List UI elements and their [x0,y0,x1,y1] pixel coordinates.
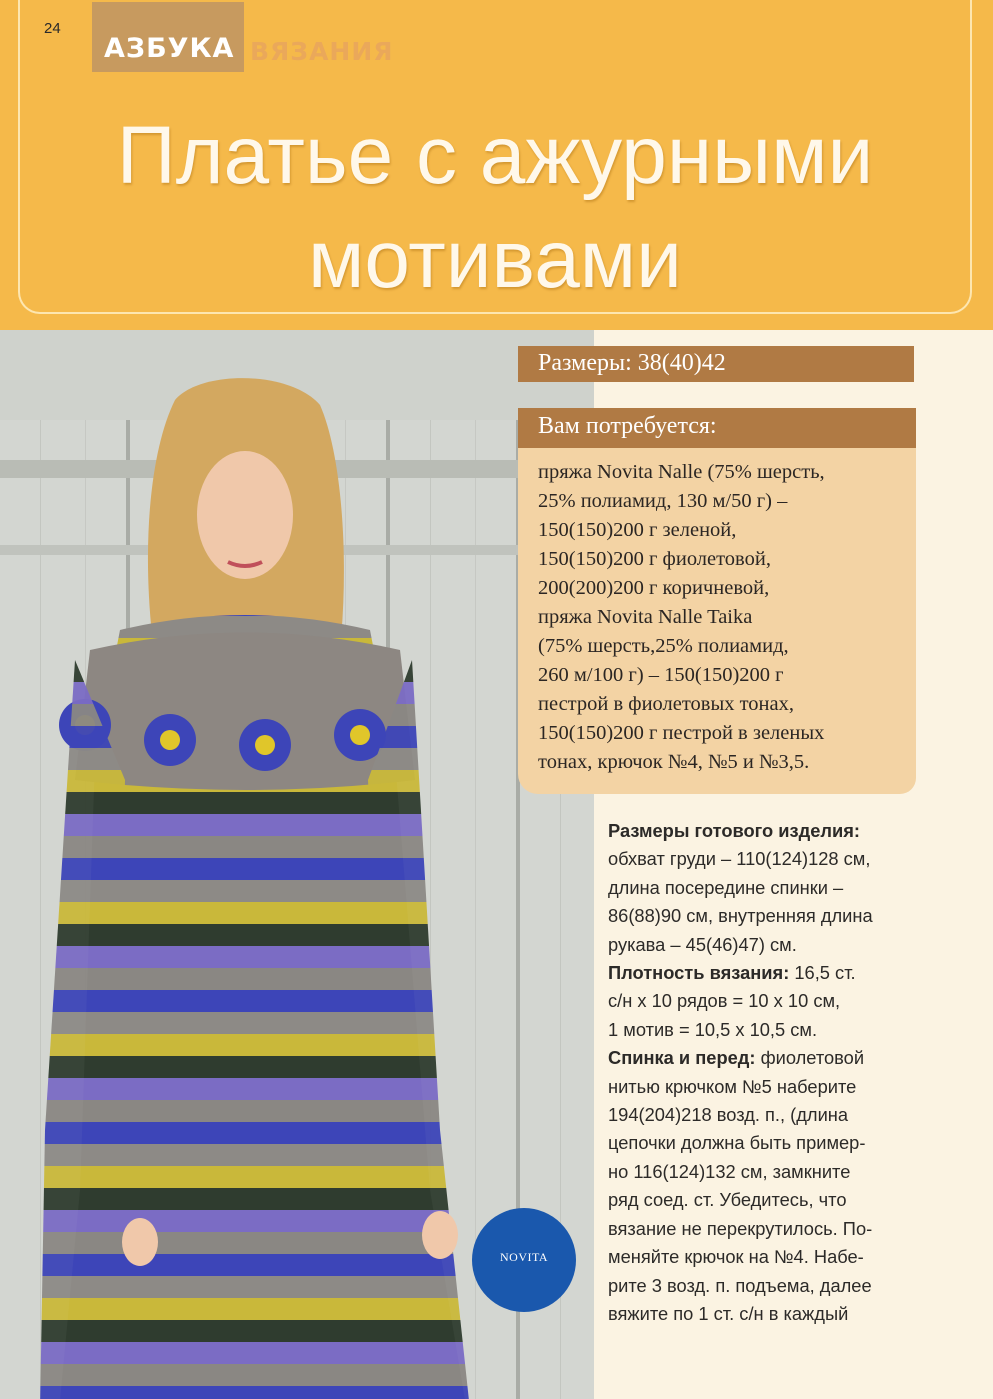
section-kicker-main: АЗБУКА [104,33,235,64]
materials-line: 150(150)200 г зеленой, [538,519,737,541]
section-kicker-sub: ВЯЗАНИЯ [250,37,394,66]
materials-line: тонах, крючок №4, №5 и №3,5. [538,751,810,773]
body-line: 1 мотив = 10,5 х 10,5 см. [608,1018,818,1040]
back-front-heading: Спинка и перед: [608,1047,756,1069]
body-line: обхват груди – 110(124)128 см, [608,848,871,870]
materials-line: 25% полиамид, 130 м/50 г) – [538,490,788,512]
page-number: 24 [44,20,61,37]
body-line: вяжите по 1 ст. с/н в каждый [608,1302,849,1324]
page-title [20,104,970,312]
title-line-1: Платье с ажурными [116,110,874,201]
body-line: длина посередине спинки – [608,876,844,898]
novita-logo-text: NOVITA [499,1250,549,1264]
finished-sizes-heading: Размеры готового изделия: [608,820,860,841]
title-line-2: мотивами [308,214,682,305]
body-line: с/н х 10 рядов = 10 х 10 см, [608,990,841,1012]
materials-line: 200(200)200 г коричневой, [538,577,770,599]
body-line: 194(204)218 возд. п., (длина [608,1104,849,1126]
sizes-tag: Размеры: 38(40)42 [538,350,726,376]
materials-line: 260 м/100 г) – 150(150)200 г [538,664,784,686]
instructions-text [608,817,918,1328]
body-line: рукава – 45(46)47) см. [608,933,797,955]
materials-line: (75% шерсть,25% полиамид, [538,635,789,657]
body-line: рите 3 возд. п. подъема, далее [608,1274,872,1296]
body-line: 16,5 ст. [794,962,856,984]
materials-line: пряжа Novita Nalle Taika [538,606,753,628]
materials-line: пестрой в фиолетовых тонах, [538,693,794,715]
materials-line: 150(150)200 г фиолетовой, [538,548,771,570]
gauge-heading: Плотность вязания: [608,962,790,984]
materials-list [538,458,910,777]
materials-heading: Вам потребуется: [538,413,717,439]
body-line: нитью крючком №5 наберите [608,1075,857,1097]
body-line: фиолетовой [760,1047,865,1069]
materials-line: 150(150)200 г пестрой в зеленых [538,722,825,744]
body-line: цепочки должна быть пример- [608,1132,866,1154]
body-line: меняйте крючок на №4. Набе- [608,1246,864,1268]
body-line: 86(88)90 см, внутренняя длина [608,905,873,927]
materials-line: пряжа Novita Nalle (75% шерсть, [538,461,825,483]
body-line: ряд соед. ст. Убедитесь, что [608,1189,847,1211]
body-line: но 116(124)132 см, замкните [608,1160,851,1182]
body-line: вязание не перекрутилось. По- [608,1217,873,1239]
